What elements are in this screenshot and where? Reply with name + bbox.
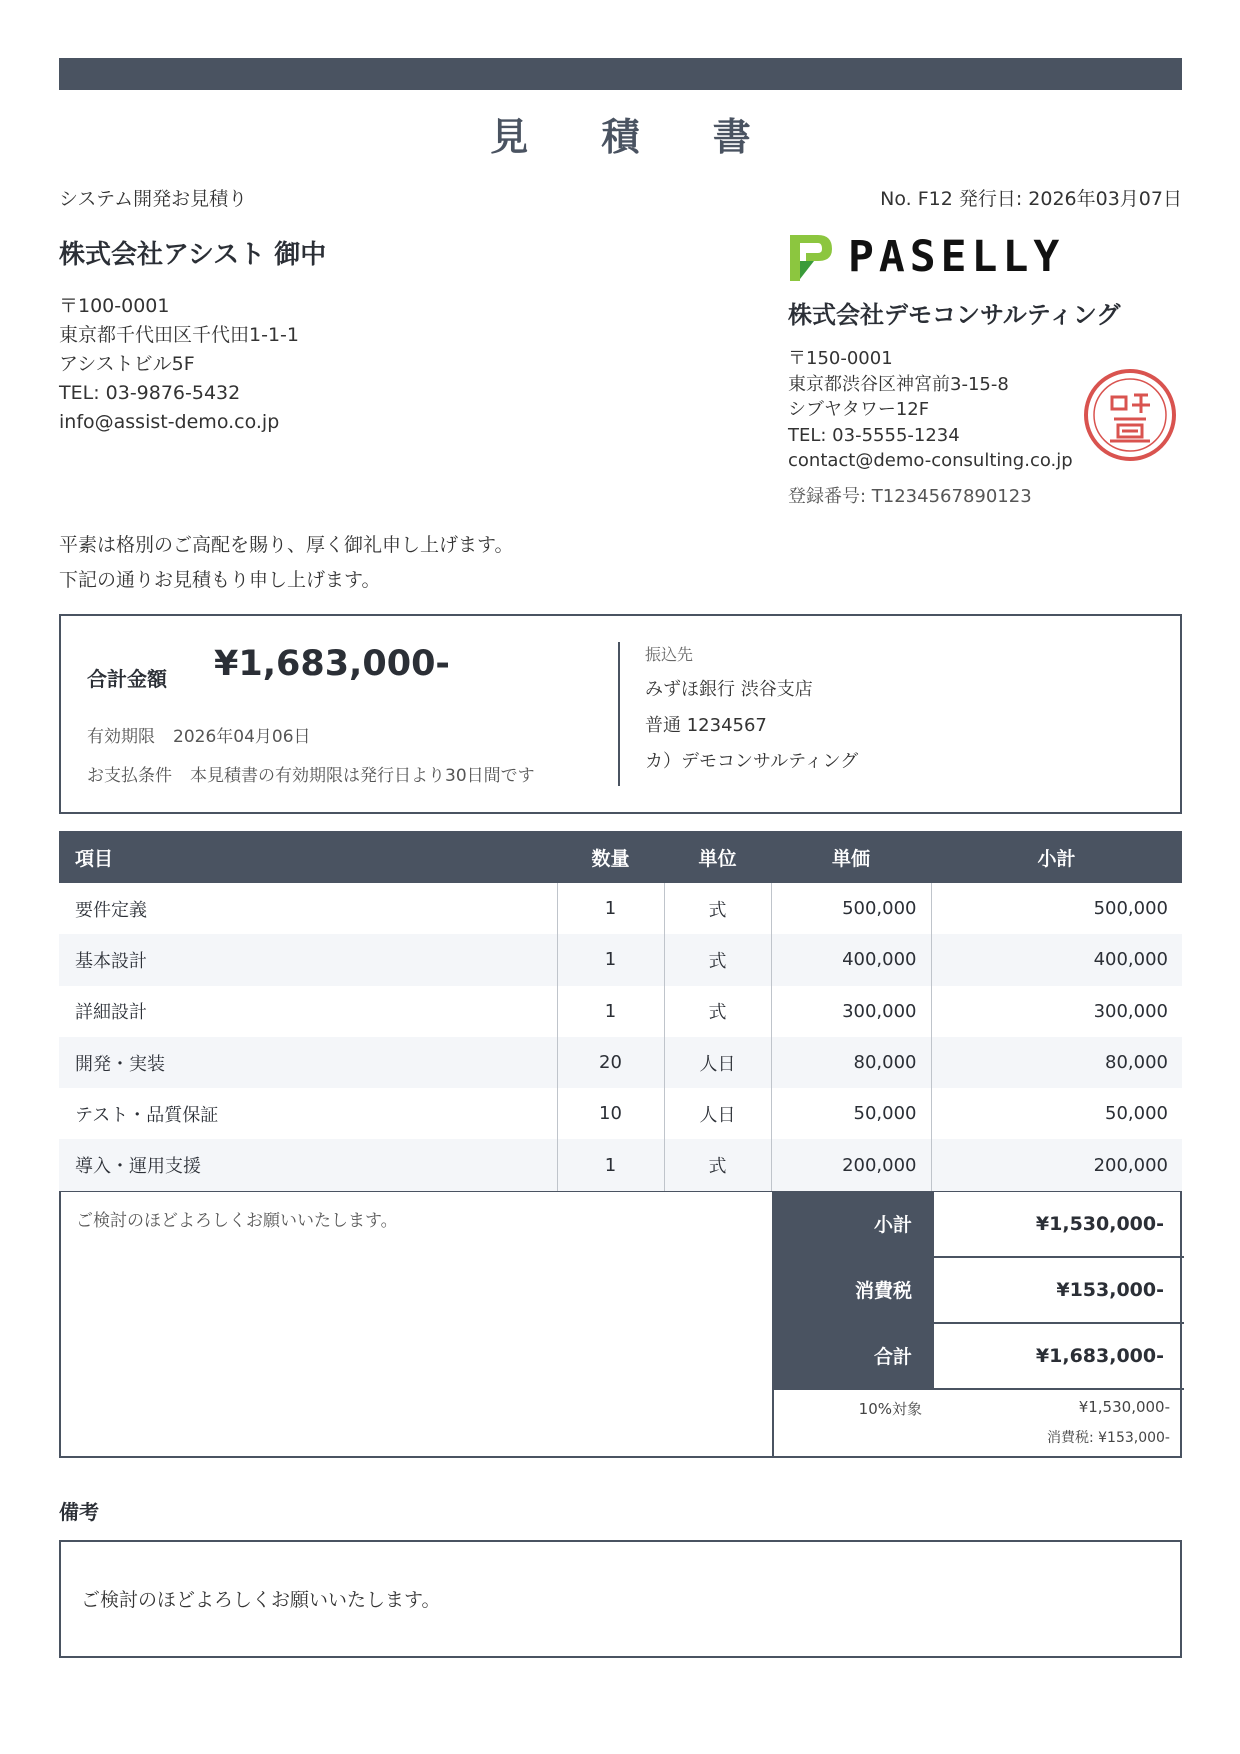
sender-registration-number: 登録番号: T1234567890123 — [788, 486, 1032, 507]
validity-row — [87, 722, 311, 747]
sender-logo — [788, 230, 1064, 284]
header-unit: 単位 — [664, 831, 771, 883]
client-tel: TEL: 03-9876-5432 — [59, 382, 241, 404]
subtotal-value: ¥1,530,000- — [934, 1192, 1184, 1258]
tax-rate-label: 10%対象 — [858, 1400, 922, 1418]
item-name: 詳細設計 — [75, 1002, 147, 1024]
document-subject: システム開発お見積り — [59, 188, 248, 210]
client-address-line2: アシストビル5F — [59, 353, 195, 375]
bank-label: 振込先 — [645, 645, 694, 664]
payment-terms-label: お支払条件 — [87, 766, 172, 786]
item-unit-price: 80,000 — [771, 1037, 931, 1088]
bank-info — [645, 642, 858, 773]
item-name: 開発・実装 — [59, 1037, 557, 1088]
grand-total-row — [774, 1324, 1184, 1390]
item-subtotal: 400,000 — [931, 934, 1182, 985]
header-quantity: 数量 — [557, 831, 664, 883]
item-unit-price: 50,000 — [771, 1088, 931, 1139]
item-unit: 式 — [664, 934, 771, 985]
item-unit-price: 300,000 — [771, 986, 931, 1037]
item-name: 導入・運用支援 — [59, 1139, 557, 1190]
tax-base-amount: ¥1,530,000- — [1078, 1398, 1170, 1416]
company-seal-icon — [1082, 367, 1178, 463]
document-title: 見 積 書 — [490, 115, 781, 159]
top-banner — [59, 58, 1182, 90]
sender-address-line1: 東京都渋谷区神宮前3-15-8 — [788, 373, 1009, 395]
logo-wordmark: PASELLY — [848, 232, 1065, 282]
item-unit-price: 500,000 — [771, 883, 931, 934]
line-items-table — [59, 831, 1182, 1191]
total-amount-value: ¥1,683,000- — [214, 644, 450, 684]
sender-name: 株式会社デモコンサルティング — [788, 301, 1121, 329]
sender-address-line2: シブヤタワー12F — [788, 399, 930, 420]
subtotal-label: 小計 — [774, 1192, 934, 1258]
item-subtotal: 200,000 — [931, 1139, 1182, 1190]
client-postal: 〒100-0001 — [59, 295, 170, 317]
remarks-box — [59, 1540, 1182, 1658]
table-row — [59, 883, 1182, 934]
totals-panel — [59, 1191, 1182, 1458]
sender-email: contact@demo-consulting.co.jp — [788, 450, 1073, 471]
subtotal-row — [774, 1192, 1184, 1258]
table-row — [59, 1088, 1182, 1139]
bank-account: 普通 1234567 — [645, 715, 767, 736]
header-item: 項目 — [59, 831, 557, 883]
table-row — [59, 1037, 1182, 1088]
bank-holder: カ）デモコンサルティング — [645, 751, 859, 772]
table-header-row — [59, 831, 1182, 883]
greeting-text — [59, 528, 513, 598]
client-address-block — [59, 292, 299, 437]
item-subtotal: 300,000 — [931, 986, 1182, 1037]
payment-terms-row — [87, 761, 535, 786]
item-unit: 式 — [664, 883, 771, 934]
item-unit-price: 200,000 — [771, 1139, 931, 1190]
greeting-line1: 平素は格別のご高配を賜り、厚く御礼申し上げます。 — [59, 534, 514, 556]
greeting-line2: 下記の通りお見積もり申し上げます。 — [59, 569, 381, 591]
header-subtotal: 小計 — [931, 831, 1182, 883]
tax-value: ¥153,000- — [934, 1258, 1184, 1324]
totals-area — [772, 1192, 1182, 1457]
item-subtotal: 80,000 — [931, 1037, 1182, 1088]
client-email: info@assist-demo.co.jp — [59, 411, 280, 433]
table-row — [59, 934, 1182, 985]
sender-address-block — [788, 346, 1073, 474]
client-address-line1: 東京都千代田区千代田1-1-1 — [59, 324, 299, 346]
item-quantity: 1 — [557, 1139, 664, 1190]
item-name: 基本設計 — [59, 934, 557, 985]
document-meta: No. F12 発行日: 2026年03月07日 — [880, 188, 1182, 210]
item-unit: 式 — [664, 986, 771, 1037]
tax-label: 消費税 — [774, 1258, 934, 1324]
grand-total-label: 合計 — [774, 1324, 934, 1390]
item-unit-price: 400,000 — [771, 934, 931, 985]
sender-tel: TEL: 03-5555-1234 — [788, 424, 960, 446]
table-row — [59, 986, 1182, 1037]
sender-postal: 〒150-0001 — [788, 348, 893, 369]
item-quantity: 1 — [557, 986, 664, 1037]
item-name: テスト・品質保証 — [75, 1104, 219, 1126]
tax-breakdown — [774, 1392, 1184, 1457]
bank-name: みずほ銀行 渋谷支店 — [645, 679, 813, 700]
item-quantity: 1 — [557, 934, 664, 985]
payment-terms-value: 本見積書の有効期限は発行日より30日間です — [190, 766, 535, 786]
item-name: 要件定義 — [75, 899, 147, 921]
validity-value: 2026年04月06日 — [173, 727, 311, 747]
item-unit: 人日 — [664, 1037, 771, 1088]
table-row — [59, 1139, 1182, 1190]
total-amount-label: 合計金額 — [87, 667, 167, 691]
client-name: 株式会社アシスト 御中 — [59, 240, 327, 270]
summary-panel — [59, 614, 1182, 814]
item-unit: 人日 — [664, 1088, 771, 1139]
tax-row — [774, 1258, 1184, 1324]
summary-divider — [618, 642, 620, 786]
item-unit: 式 — [664, 1139, 771, 1190]
item-quantity: 10 — [557, 1088, 664, 1139]
validity-label: 有効期限 — [87, 727, 155, 747]
remarks-title: 備考 — [59, 1500, 99, 1524]
item-subtotal: 500,000 — [931, 883, 1182, 934]
item-subtotal: 50,000 — [931, 1088, 1182, 1139]
tax-amount: 消費税: ¥153,000- — [1046, 1430, 1170, 1446]
item-quantity: 20 — [557, 1037, 664, 1088]
totals-note: ご検討のほどよろしくお願いいたします。 — [76, 1211, 398, 1231]
remarks-text: ご検討のほどよろしくお願いいたします。 — [81, 1589, 441, 1611]
header-unit-price: 単価 — [771, 831, 931, 883]
item-quantity: 1 — [557, 883, 664, 934]
paselly-logo-icon — [788, 231, 834, 283]
grand-total-value: ¥1,683,000- — [934, 1324, 1184, 1390]
